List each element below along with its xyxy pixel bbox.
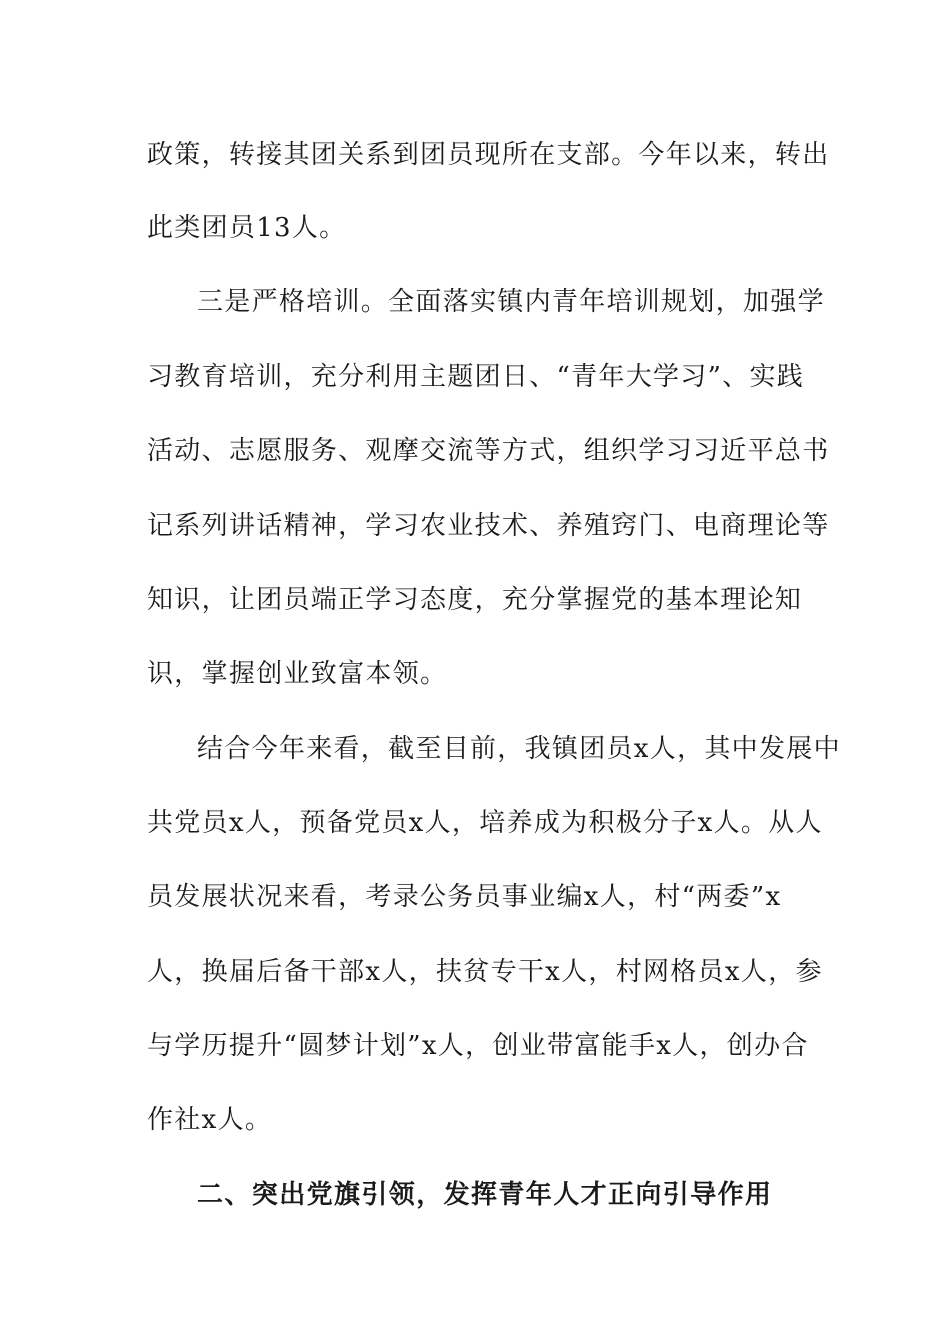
paragraph-line: 员发展状况来看，考录公务员事业编x人，村“两委”x [147, 882, 782, 912]
section-heading: 二、突出党旗引领，发挥青年人才正向引导作用 [197, 1180, 773, 1210]
paragraph-line: 此类团员13人。 [147, 213, 347, 243]
paragraph-line: 结合今年来看，截至目前，我镇团员x人，其中发展中 [197, 734, 841, 764]
paragraph-line: 记系列讲话精神，学习农业技术、养殖窍门、电商理论等 [147, 511, 830, 541]
paragraph-line: 习教育培训，充分利用主题团日、“青年大学习”、实践 [147, 362, 805, 392]
paragraph-line: 与学历提升“圆梦计划”x人，创业带富能手x人，创办合 [147, 1031, 809, 1061]
paragraph-line: 活动、志愿服务、观摩交流等方式，组织学习习近平总书 [147, 436, 830, 466]
paragraph-line: 共党员x人，预备党员x人，培养成为积极分子x人。从人 [147, 808, 823, 838]
paragraph-line: 三是严格培训。全面落实镇内青年培训规划，加强学 [197, 287, 825, 317]
paragraph-line: 人，换届后备干部x人，扶贫专干x人，村网格员x人，参 [147, 957, 823, 987]
paragraph-line: 作社x人。 [147, 1105, 273, 1135]
paragraph-line: 政策，转接其团关系到团员现所在支部。今年以来，转出 [147, 140, 830, 170]
paragraph-line: 识，掌握创业致富本领。 [147, 659, 448, 689]
paragraph-line: 知识，让团员端正学习态度，充分掌握党的基本理论知 [147, 585, 803, 615]
